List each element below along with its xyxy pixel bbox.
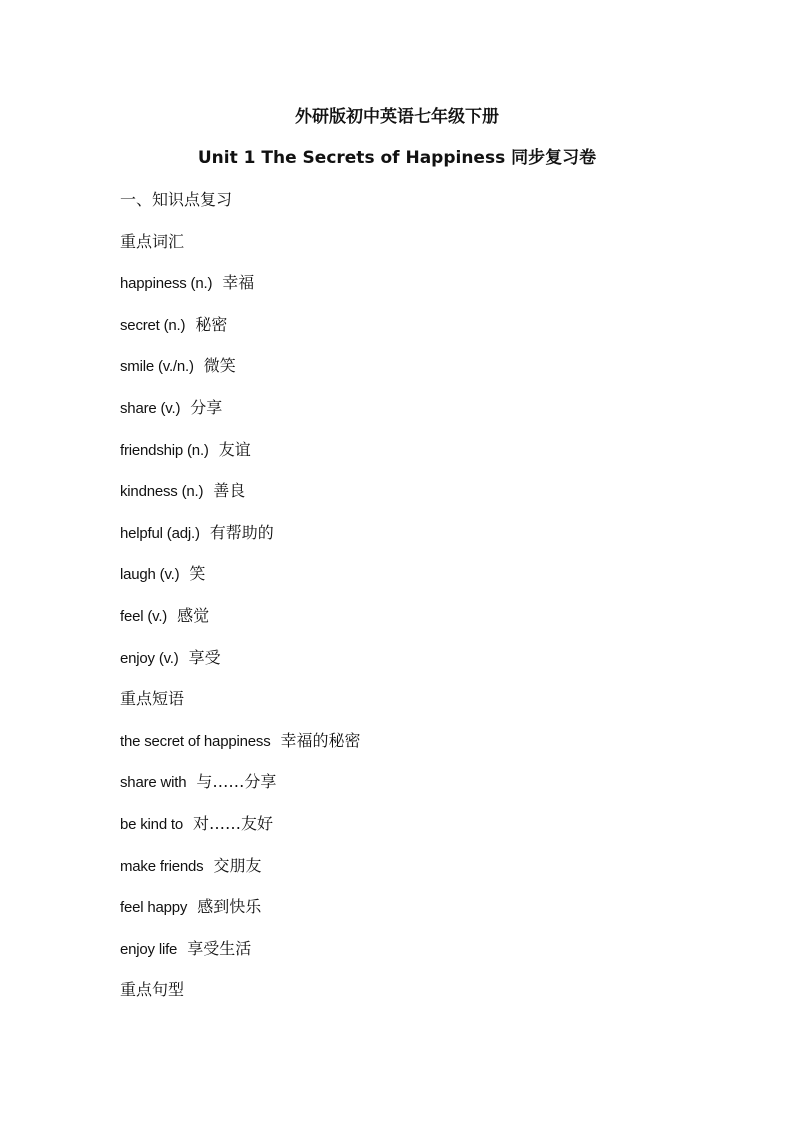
vocab-meaning: 有帮助的 <box>209 522 274 542</box>
vocab-item <box>120 313 720 355</box>
phrase-text: share with <box>120 774 187 792</box>
vocab-meaning: 享受 <box>188 647 221 667</box>
vocab-meaning: 感觉 <box>177 605 210 625</box>
vocab-meaning: 友谊 <box>218 439 251 459</box>
vocab-item <box>120 646 720 688</box>
vocab-word: secret (n.) <box>120 316 186 334</box>
vocab-word: laugh (v.) <box>120 566 180 584</box>
vocab-word: smile (v./n.) <box>120 358 194 376</box>
vocab-item <box>120 438 720 480</box>
vocab-word: share (v.) <box>120 399 181 417</box>
vocab-meaning: 秘密 <box>195 314 228 334</box>
phrase-text: make friends <box>120 857 204 875</box>
vocab-item <box>120 396 720 438</box>
vocab-item <box>120 562 720 604</box>
vocab-meaning: 笑 <box>189 564 206 584</box>
vocab-item <box>120 271 720 313</box>
vocab-word: happiness (n.) <box>120 275 213 293</box>
vocab-word: friendship (n.) <box>120 441 209 459</box>
phrase-meaning: 对……友好 <box>193 813 274 833</box>
document-body <box>120 188 720 1020</box>
vocab-word: enjoy (v.) <box>120 649 179 667</box>
vocab-item <box>120 604 720 646</box>
document-subtitle: Unit 1 The Secrets of Happiness 同步复习卷 <box>197 148 597 168</box>
phrase-meaning: 感到快乐 <box>197 897 262 917</box>
phrase-text: enjoy life <box>120 940 178 958</box>
vocab-heading: 重点词汇 <box>120 231 185 251</box>
vocab-word: helpful (adj.) <box>120 524 200 542</box>
vocab-word: kindness (n.) <box>120 483 204 501</box>
phrase-item <box>120 812 720 854</box>
vocab-word: feel (v.) <box>120 607 168 625</box>
phrase-meaning: 交朋友 <box>213 855 262 875</box>
phrase-text: the secret of happiness <box>120 732 271 750</box>
phrase-text: be kind to <box>120 815 184 833</box>
sentences-heading: 重点句型 <box>120 980 185 1000</box>
document-title: 外研版初中英语七年级下册 <box>295 107 499 127</box>
section-heading: 一、知识点复习 <box>120 190 233 209</box>
phrase-meaning: 享受生活 <box>187 938 252 958</box>
phrase-item <box>120 854 720 896</box>
phrase-item <box>120 937 720 979</box>
phrase-item <box>120 770 720 812</box>
phrases-heading: 重点短语 <box>120 689 185 709</box>
phrase-item <box>120 729 720 771</box>
vocab-meaning: 幸福 <box>222 273 255 293</box>
vocab-item <box>120 521 720 563</box>
vocab-item <box>120 479 720 521</box>
vocab-meaning: 善良 <box>213 481 246 501</box>
phrase-text: feel happy <box>120 899 188 917</box>
phrase-meaning: 幸福的秘密 <box>280 730 361 750</box>
vocab-meaning: 微笑 <box>203 356 236 376</box>
phrase-meaning: 与……分享 <box>196 772 277 792</box>
vocab-meaning: 分享 <box>190 397 223 417</box>
phrase-item <box>120 895 720 937</box>
vocab-item <box>120 354 720 396</box>
